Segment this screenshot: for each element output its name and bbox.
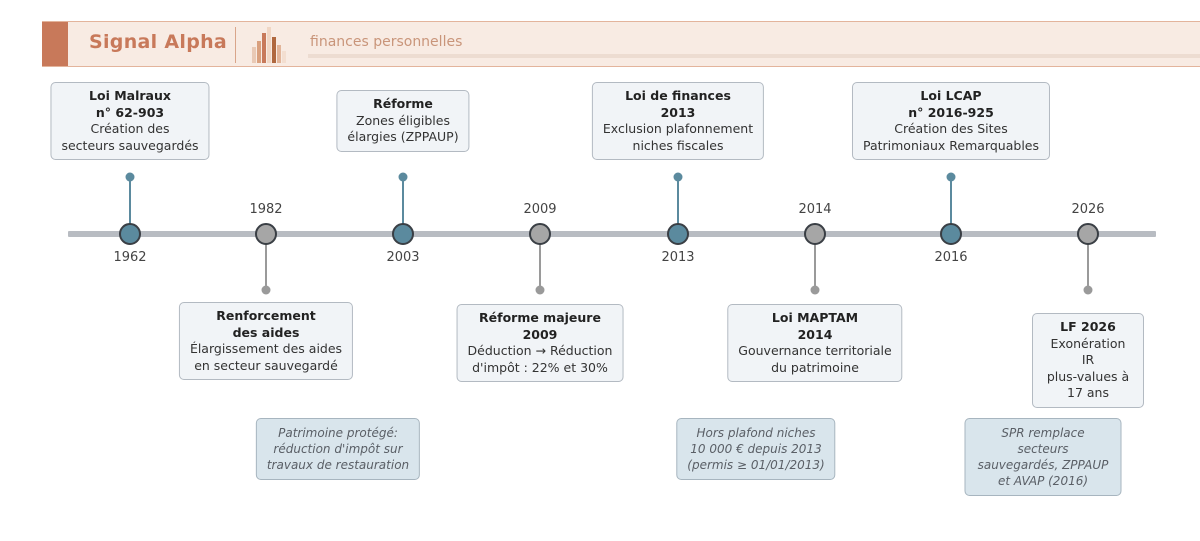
connector-dot — [399, 173, 408, 182]
header-bar — [42, 21, 1200, 67]
year-label: 2026 — [1071, 202, 1105, 217]
year-label: 1982 — [249, 202, 283, 217]
note-spr — [965, 418, 1122, 496]
timeline-node-2009[interactable] — [529, 223, 551, 245]
event-title: LF 2026 — [1060, 319, 1116, 334]
timeline-node-2013[interactable] — [667, 223, 689, 245]
event-description: Création des secteurs sauvegardés — [61, 121, 199, 153]
event-card[interactable] — [50, 82, 209, 160]
note-text: Patrimoine protégé: réduction d'impôt sur travaux de restauration — [266, 426, 410, 472]
timeline-node-2003[interactable] — [392, 223, 414, 245]
event-description: Exonération IR plus-values à 17 ans — [1046, 335, 1130, 400]
event-description: Exclusion plafonnement niches fiscales — [602, 121, 754, 153]
timeline-node-1982[interactable] — [255, 223, 277, 245]
year-label: 2014 — [798, 202, 832, 217]
year-label: 2009 — [523, 202, 557, 217]
event-card[interactable] — [592, 82, 764, 160]
timeline-node-2016[interactable] — [940, 223, 962, 245]
event-description: Déduction → Réduction d'impôt : 22% et 30% — [467, 343, 613, 375]
year-label: 2003 — [386, 250, 420, 265]
timeline-axis — [68, 231, 1156, 237]
event-title: Loi LCAP n° 2016-925 — [908, 88, 994, 120]
header-underline — [308, 54, 1200, 58]
year-label: 1962 — [113, 250, 147, 265]
note-patrimoine — [256, 418, 420, 480]
event-card[interactable] — [457, 304, 624, 382]
connector-dot — [947, 173, 956, 182]
event-title: Renforcement des aides — [216, 308, 316, 340]
connector-dot — [536, 286, 545, 295]
timeline-node-1962[interactable] — [119, 223, 141, 245]
event-title: Réforme — [373, 96, 433, 111]
note-text: SPR remplace secteurs sauvegardés, ZPPAUP et AVAP (2016) — [977, 426, 1109, 488]
header-divider — [235, 27, 236, 63]
brand-title[interactable]: Signal Alpha — [89, 31, 228, 53]
event-title: Réforme majeure 2009 — [479, 310, 601, 342]
event-title: Loi de finances 2013 — [625, 88, 731, 120]
note-text: Hors plafond niches 10 000 € depuis 2013 (permis ≥ 01/01/2013) — [687, 426, 825, 472]
event-card[interactable] — [336, 90, 469, 152]
connector-dot — [674, 173, 683, 182]
event-title: Loi MAPTAM 2014 — [771, 310, 859, 342]
event-description: Gouvernance territoriale du patrimoine — [738, 343, 892, 375]
event-card[interactable] — [852, 82, 1050, 160]
connector-dot — [811, 286, 820, 295]
timeline-node-2014[interactable] — [804, 223, 826, 245]
year-label: 2013 — [661, 250, 695, 265]
event-description: Élargissement des aides en secteur sauvegardé — [189, 341, 343, 373]
note-plafond — [676, 418, 835, 480]
timeline-node-2026[interactable] — [1077, 223, 1099, 245]
event-title: Loi Malraux n° 62-903 — [89, 88, 171, 120]
connector-dot — [1084, 286, 1093, 295]
event-description: Création des Sites Patrimoniaux Remarquables — [862, 121, 1040, 153]
header-tagline: finances personnelles — [310, 34, 463, 50]
bar-chart-icon — [250, 27, 290, 63]
connector-dot — [262, 286, 271, 295]
event-card[interactable] — [1032, 313, 1144, 408]
header-accent — [42, 22, 68, 66]
year-label: 2016 — [934, 250, 968, 265]
event-card[interactable] — [179, 302, 353, 380]
event-description: Zones éligibles élargies (ZPPAUP) — [347, 112, 459, 144]
event-card[interactable] — [727, 304, 902, 382]
connector-dot — [126, 173, 135, 182]
